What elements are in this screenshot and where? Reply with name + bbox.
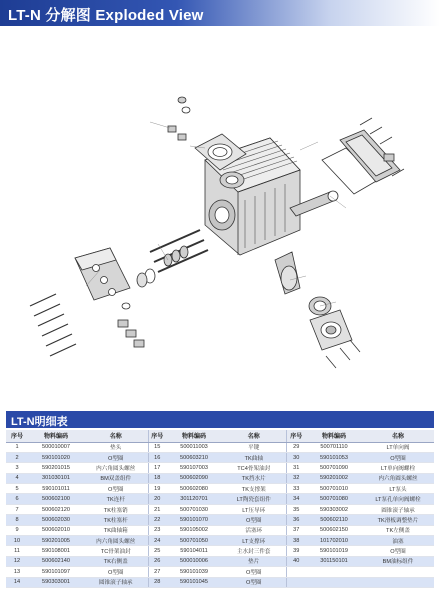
index-cell: 34	[286, 494, 306, 504]
index-cell: 21	[148, 504, 166, 514]
part-name-cell: LT陶瓷套组件	[222, 494, 286, 504]
part-number-cell: 500602120	[28, 504, 84, 514]
index-cell: 28	[148, 577, 166, 587]
part-number-cell: 590201002	[306, 473, 362, 483]
index-cell: 35	[286, 504, 306, 514]
table-row	[6, 525, 434, 535]
table-row	[6, 504, 434, 514]
part-number-cell: 500701050	[166, 536, 222, 546]
part-name-cell: LT单向阀	[362, 442, 434, 452]
index-cell: 36	[286, 515, 306, 525]
part-name-cell: TC4骨架油封	[222, 463, 286, 473]
part-name-cell: LT泵孔单向阀螺栓	[362, 494, 434, 504]
part-number-cell: 590101020	[28, 452, 84, 462]
table-row	[6, 494, 434, 504]
header-cell: 物料编码	[28, 430, 84, 442]
index-cell: 20	[148, 494, 166, 504]
long-bolts	[30, 294, 76, 356]
pump-head	[75, 248, 130, 300]
index-cell: 3	[6, 463, 28, 473]
part-number-cell	[306, 567, 362, 577]
part-name-cell: O型圈	[84, 567, 148, 577]
part-name-cell: O型圈	[362, 546, 434, 556]
part-number-cell: 500602110	[306, 515, 362, 525]
check-valves	[118, 303, 144, 347]
part-name-cell: TK柱塞杆	[84, 515, 148, 525]
index-cell: 1	[6, 442, 28, 452]
part-number-cell: 500602100	[28, 494, 84, 504]
table-row	[6, 556, 434, 566]
index-cell: 12	[6, 556, 28, 566]
part-name-cell: BM油标组件	[362, 556, 434, 566]
index-cell: 29	[286, 442, 306, 452]
part-name-cell: O型圈	[84, 484, 148, 494]
header-cell: 序号	[286, 430, 306, 442]
parts-table-body	[6, 442, 434, 587]
index-cell	[286, 577, 306, 587]
index-cell	[286, 567, 306, 577]
part-number-cell: 590303001	[28, 577, 84, 587]
part-number-cell: 590107003	[166, 463, 222, 473]
index-cell: 39	[286, 546, 306, 556]
index-cell: 18	[148, 473, 166, 483]
part-number-cell: 500602140	[28, 556, 84, 566]
index-cell: 7	[6, 504, 28, 514]
part-name-cell: O型圈	[222, 515, 286, 525]
part-number-cell: 301030101	[28, 473, 84, 483]
part-number-cell: 590303002	[306, 504, 362, 514]
part-number-cell: 500011003	[166, 442, 222, 452]
table-row	[6, 452, 434, 462]
part-number-cell: 500010007	[28, 442, 84, 452]
part-number-cell: 500602080	[166, 484, 222, 494]
part-name-cell: LT单向阀螺栓	[362, 463, 434, 473]
part-number-cell: 590201005	[28, 536, 84, 546]
plungers	[137, 230, 208, 287]
part-number-cell: 590101011	[28, 484, 84, 494]
part-number-cell: 590101053	[306, 452, 362, 462]
table-row	[6, 484, 434, 494]
index-cell: 13	[6, 567, 28, 577]
part-number-cell: 590101097	[28, 567, 84, 577]
part-number-cell: 500602030	[28, 515, 84, 525]
index-cell: 27	[148, 567, 166, 577]
part-number-cell: 301120701	[166, 494, 222, 504]
part-name-cell: LT压导环	[222, 504, 286, 514]
part-name-cell: TK曲轴箱	[84, 525, 148, 535]
part-number-cell: 500701030	[166, 504, 222, 514]
part-name-cell: TK连杆	[84, 494, 148, 504]
part-number-cell: 500603210	[166, 452, 222, 462]
part-name-cell: TC骨架油封	[84, 546, 148, 556]
table-row	[6, 536, 434, 546]
part-name-cell: 活塞环	[222, 525, 286, 535]
header-cell: 名称	[362, 430, 434, 442]
index-cell: 24	[148, 536, 166, 546]
part-name-cell: O型圈	[222, 577, 286, 587]
index-cell: 4	[6, 473, 28, 483]
index-cell: 11	[6, 546, 28, 556]
part-number-cell: 590101019	[306, 546, 362, 556]
part-name-cell: 内六角圆头螺丝	[84, 463, 148, 473]
index-cell: 5	[6, 484, 28, 494]
part-number-cell: 500701110	[306, 442, 362, 452]
part-name-cell: 平键	[222, 442, 286, 452]
part-number-cell: 301150101	[306, 556, 362, 566]
part-number-cell: 590104011	[166, 546, 222, 556]
part-number-cell: 590108001	[28, 546, 84, 556]
part-name-cell: O型圈	[362, 452, 434, 462]
table-row	[6, 463, 434, 473]
exploded-view-drawing	[0, 30, 440, 408]
table-row	[6, 577, 434, 587]
index-cell: 22	[148, 515, 166, 525]
part-name-cell: TK支撑架	[222, 484, 286, 494]
index-cell: 17	[148, 463, 166, 473]
part-number-cell: 500602150	[306, 525, 362, 535]
table-header-row	[6, 430, 434, 442]
part-name-cell: 垫片	[222, 556, 286, 566]
part-name-cell: 油塞	[362, 536, 434, 546]
part-name-cell	[362, 577, 434, 587]
index-cell: 33	[286, 484, 306, 494]
part-number-cell: 500602010	[28, 525, 84, 535]
part-name-cell	[362, 567, 434, 577]
part-number-cell: 500010006	[166, 556, 222, 566]
table-row	[6, 567, 434, 577]
header-cell: 序号	[148, 430, 166, 442]
table-row	[6, 442, 434, 452]
oil-plug-parts	[168, 97, 190, 140]
index-cell: 14	[6, 577, 28, 587]
part-name-cell: TK左侧盖	[362, 525, 434, 535]
index-cell: 40	[286, 556, 306, 566]
index-cell: 10	[6, 536, 28, 546]
parts-table	[6, 430, 434, 588]
index-cell: 16	[148, 452, 166, 462]
part-name-cell: 内六角圆头螺丝	[84, 536, 148, 546]
part-name-cell: O型圈	[222, 567, 286, 577]
index-cell: 26	[148, 556, 166, 566]
part-number-cell: 101702010	[306, 536, 362, 546]
part-name-cell: TK挡水片	[222, 473, 286, 483]
index-cell: 8	[6, 515, 28, 525]
part-name-cell: TK曲轴	[222, 452, 286, 462]
part-name-cell: 圆锥滚子轴承	[84, 577, 148, 587]
table-row	[6, 546, 434, 556]
table-row	[6, 515, 434, 525]
title-bar	[0, 0, 440, 26]
part-number-cell: 590201015	[28, 463, 84, 473]
part-name-cell: LT泵头	[362, 484, 434, 494]
index-cell: 9	[6, 525, 28, 535]
header-cell: 名称	[222, 430, 286, 442]
header-cell: 序号	[6, 430, 28, 442]
part-name-cell: LT支撑环	[222, 536, 286, 546]
index-cell: 19	[148, 484, 166, 494]
part-number-cell: 500701080	[306, 494, 362, 504]
index-cell: 23	[148, 525, 166, 535]
part-name-cell: 内六角圆头螺丝	[362, 473, 434, 483]
index-cell: 2	[6, 452, 28, 462]
header-cell: 名称	[84, 430, 148, 442]
part-name-cell: 圆锥滚子轴承	[362, 504, 434, 514]
index-cell: 31	[286, 463, 306, 473]
header-cell: 物料编码	[166, 430, 222, 442]
part-number-cell: 500602090	[166, 473, 222, 483]
part-number-cell: 500701090	[306, 463, 362, 473]
part-number-cell: 590101039	[166, 567, 222, 577]
part-number-cell: 590101070	[166, 515, 222, 525]
index-cell: 25	[148, 546, 166, 556]
section-title: LT-N明细表	[11, 416, 68, 428]
part-name-cell: 主水封三件套	[222, 546, 286, 556]
part-number-cell: 590101045	[166, 577, 222, 587]
part-number-cell: 590105002	[166, 525, 222, 535]
header-cell: 物料编码	[306, 430, 362, 442]
index-cell: 32	[286, 473, 306, 483]
page-title: LT-N 分解图 Exploded View	[8, 7, 204, 24]
index-cell: 15	[148, 442, 166, 452]
index-cell: 30	[286, 452, 306, 462]
section-bar	[6, 411, 434, 428]
part-number-cell	[306, 577, 362, 587]
part-name-cell: BM双盖组件	[84, 473, 148, 483]
table-row	[6, 473, 434, 483]
part-number-cell: 500701010	[306, 484, 362, 494]
part-name-cell: TK右侧盖	[84, 556, 148, 566]
bottom-bearing-cover	[309, 297, 352, 350]
index-cell: 37	[286, 525, 306, 535]
index-cell: 6	[6, 494, 28, 504]
crankshaft	[275, 252, 300, 294]
index-cell: 38	[286, 536, 306, 546]
part-name-cell: O型圈	[84, 452, 148, 462]
part-name-cell: TK滑板调整垫片	[362, 515, 434, 525]
part-name-cell: 垫头	[84, 442, 148, 452]
part-name-cell: TK柱塞销	[84, 504, 148, 514]
